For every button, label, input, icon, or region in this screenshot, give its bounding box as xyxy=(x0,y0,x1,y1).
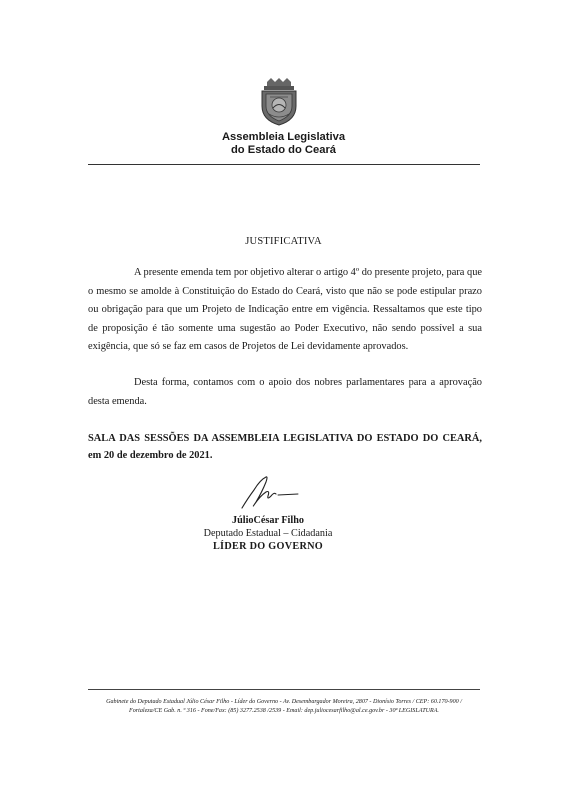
footer-divider xyxy=(88,689,480,690)
signatory-title: LÍDER DO GOVERNO xyxy=(212,541,324,552)
header-divider xyxy=(88,164,480,165)
footer-address-line: Gabinete do Deputado Estadual Júlio César Filho - Líder do Governo - Av. Desembargador Moreira, 2807 - Dionísio Torres / CEP: 60.170-900 / xyxy=(106,699,462,705)
signatory-name: JúlioCésar Filho xyxy=(232,515,304,526)
signatory-role: Deputado Estadual – Cidadania xyxy=(203,528,333,539)
footer-contact-line: Fortaleza/CE Gab. n. º 316 - Fone/Fax: (85) 3277.2538 /2539 - Email: dep.juliocesarfilho@al.ce.gov.br - 30ª LEGISLATURA. xyxy=(129,708,439,714)
body-paragraph-1 xyxy=(88,264,482,357)
signature-icon xyxy=(238,474,302,510)
coat-of-arms-icon xyxy=(258,76,300,126)
body-paragraph-2-text: Desta forma, contamos com o apoio dos nobres parlamentares para a aprovação desta emenda. xyxy=(88,377,482,407)
body-paragraph-2 xyxy=(88,374,482,411)
closing-statement: SALA DAS SESSÕES DA ASSEMBLEIA LEGISLATIVA DO ESTADO DO CEARÁ, em 20 de dezembro de 2021. xyxy=(88,433,482,461)
institution-name-line1: Assembleia Legislativa xyxy=(221,131,346,143)
document-title: JUSTIFICATIVA xyxy=(245,236,322,247)
body-paragraph-1-text: A presente emenda tem por objetivo alterar o artigo 4º do presente projeto, para que o mesmo se amolde à Constituição do Estado do Ceará, visto que não se pode estipular prazo ou obrigação para que um Projeto de Indicação entre em vigência. Ressaltamos que este tipo de proposição é tão somente uma sugestão ao Poder Executivo, não sendo possível a sua exigência, que só se faz em casos de Projetos de Lei devidamente aprovados. xyxy=(88,267,483,353)
institution-name-line2: do Estado do Ceará xyxy=(230,144,337,156)
